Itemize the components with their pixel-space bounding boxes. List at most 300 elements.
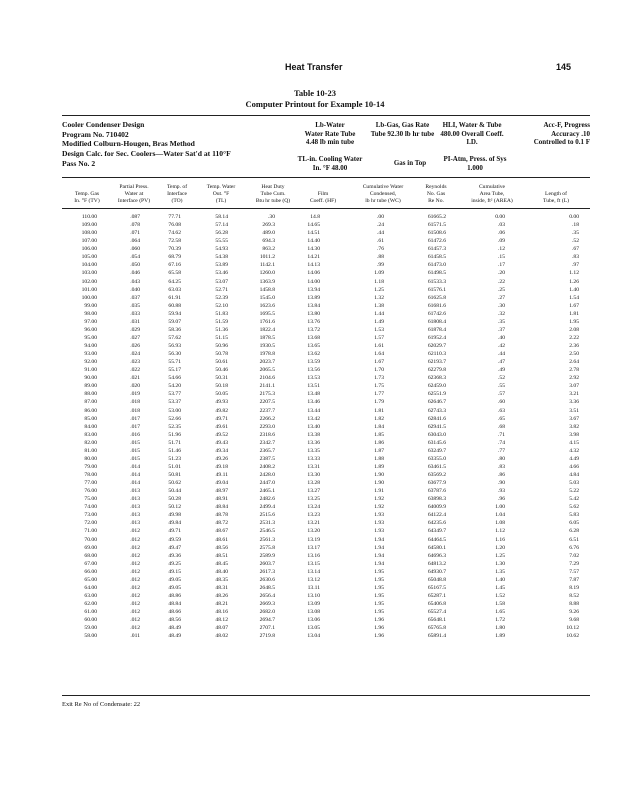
running-header bbox=[0, 62, 630, 76]
table-cell: 1.90 bbox=[374, 480, 384, 487]
table-cell: 13.23 bbox=[307, 512, 320, 519]
hli-id: I.D. bbox=[466, 138, 478, 146]
table-cell: 14.51 bbox=[307, 230, 320, 237]
table-cell: 2.50 bbox=[569, 351, 579, 358]
table-row bbox=[0, 229, 630, 237]
table-cell: 1.30 bbox=[495, 560, 505, 567]
table-cell: 2499.4 bbox=[259, 504, 275, 511]
table-row bbox=[0, 221, 630, 229]
table-cell: .74 bbox=[498, 439, 505, 446]
table-cell: 1.04 bbox=[495, 512, 505, 519]
table-cell: 2719.8 bbox=[259, 633, 275, 640]
table-cell: 1.73 bbox=[374, 375, 384, 382]
table-cell: 13.19 bbox=[307, 536, 320, 543]
table-cell: 61665.2 bbox=[427, 214, 446, 220]
table-cell: 60.00 bbox=[84, 617, 97, 624]
table-cell: 49.93 bbox=[215, 399, 228, 406]
exit-note: Exit Re No of Condensate: 22 bbox=[62, 701, 141, 708]
water-rate-sublabel: Water Rate Tube bbox=[304, 129, 356, 138]
table-cell: .83 bbox=[572, 254, 579, 261]
table-cell: .60 bbox=[498, 399, 505, 406]
table-cell: .015 bbox=[130, 447, 140, 454]
table-cell: 13.80 bbox=[307, 310, 320, 317]
table-cell: 48.91 bbox=[215, 496, 228, 503]
table-cell: 50.05 bbox=[215, 391, 228, 398]
progress-label: Acc-F, Progress bbox=[543, 121, 590, 129]
table-cell: 48.21 bbox=[215, 601, 228, 607]
table-cell: 52.10 bbox=[215, 302, 228, 309]
table-cell: 110.00 bbox=[81, 214, 97, 220]
table-cell: 49.05 bbox=[168, 584, 181, 591]
table-cell: 1.81 bbox=[374, 407, 384, 414]
table-cell: 2465.1 bbox=[259, 488, 275, 495]
info-rule bbox=[62, 177, 590, 178]
table-row bbox=[0, 358, 630, 366]
table-cell: 13.56 bbox=[307, 367, 320, 374]
table-cell: 58.00 bbox=[84, 633, 97, 640]
table-cell: 65.58 bbox=[168, 270, 181, 277]
table-row bbox=[0, 568, 630, 576]
water-rate-value: 4.48 lb min tube bbox=[305, 138, 355, 146]
table-cell: 1.95 bbox=[374, 609, 384, 616]
table-cell: .93 bbox=[498, 488, 505, 495]
table-cell: 99.00 bbox=[84, 302, 97, 309]
table-cell: 1.45 bbox=[495, 584, 505, 591]
table-cell: .012 bbox=[130, 528, 140, 535]
table-cell: 51.23 bbox=[168, 455, 181, 462]
table-cell: .17 bbox=[498, 262, 505, 269]
table-cell: 90.00 bbox=[84, 375, 97, 382]
col-header-cum-water: Cumulative Water Condensed, lb hr tube (WC) bbox=[362, 184, 404, 204]
table-cell: 1.92 bbox=[374, 504, 384, 511]
table-cell: 48.02 bbox=[215, 633, 228, 640]
table-cell: 49.61 bbox=[215, 423, 228, 430]
table-cell: .49 bbox=[498, 367, 505, 374]
table-row bbox=[0, 479, 630, 487]
table-cell: 102.00 bbox=[81, 278, 97, 285]
table-cell: 2617.3 bbox=[259, 568, 275, 575]
table-row bbox=[0, 334, 630, 342]
table-cell: 65765.8 bbox=[427, 625, 446, 632]
table-cell: 2.36 bbox=[569, 343, 579, 349]
table-cell: 63569.2 bbox=[427, 472, 446, 478]
table-cell: 2630.6 bbox=[259, 576, 275, 583]
table-cell: .012 bbox=[130, 584, 140, 591]
table-cell: 64930.7 bbox=[427, 568, 446, 575]
table-cell: 107.00 bbox=[81, 238, 97, 245]
table-cell: 48.56 bbox=[215, 544, 228, 551]
table-cell: 64235.6 bbox=[427, 520, 446, 527]
table-cell: 87.00 bbox=[84, 399, 97, 406]
table-row bbox=[0, 253, 630, 261]
table-cell: 108.00 bbox=[81, 230, 97, 237]
table-cell: 62459.0 bbox=[427, 383, 446, 390]
table-cell: .078 bbox=[130, 222, 140, 229]
table-cell: 1.49 bbox=[374, 318, 384, 325]
table-cell: .020 bbox=[130, 383, 140, 390]
table-cell: .071 bbox=[130, 230, 140, 237]
table-cell: 55.17 bbox=[168, 367, 181, 374]
table-cell: 1.54 bbox=[569, 294, 579, 301]
table-cell: 50.31 bbox=[215, 375, 228, 382]
table-cell: .71 bbox=[498, 431, 505, 438]
table-cell: 1761.6 bbox=[259, 318, 275, 325]
table-cell: 1.72 bbox=[495, 617, 505, 624]
table-cell: 57.62 bbox=[168, 334, 181, 341]
table-cell: 1.93 bbox=[374, 520, 384, 527]
table-cell: 13.84 bbox=[307, 302, 320, 309]
table-cell: 6.51 bbox=[569, 536, 579, 543]
table-cell: 1.94 bbox=[374, 560, 384, 567]
table-row bbox=[0, 398, 630, 406]
table-row bbox=[0, 318, 630, 326]
table-cell: 80.00 bbox=[84, 455, 97, 462]
table-row bbox=[0, 471, 630, 479]
table-row bbox=[0, 342, 630, 350]
running-header-title: Heat Transfer bbox=[285, 62, 343, 72]
table-cell: 58.36 bbox=[168, 326, 181, 333]
table-cell: 1.67 bbox=[569, 302, 579, 309]
table-row bbox=[0, 326, 630, 334]
table-cell: 2141.1 bbox=[259, 383, 275, 390]
table-row bbox=[0, 286, 630, 294]
table-cell: 62551.9 bbox=[427, 391, 446, 398]
table-cell: 75.00 bbox=[84, 496, 97, 503]
col-header-length: Length of Tube, ft (L) bbox=[542, 191, 570, 204]
table-row bbox=[0, 495, 630, 503]
table-cell: 2589.9 bbox=[259, 552, 275, 559]
table-cell: 5.22 bbox=[569, 488, 579, 495]
table-cell: 67.00 bbox=[84, 560, 97, 567]
table-cell: 4.66 bbox=[569, 463, 579, 470]
table-cell: 13.20 bbox=[307, 528, 320, 535]
table-cell: 2318.6 bbox=[259, 431, 275, 438]
table-cell: 1.92 bbox=[374, 496, 384, 503]
table-cell: 13.59 bbox=[307, 359, 320, 366]
table-cell: 63787.6 bbox=[427, 488, 446, 495]
table-cell: 13.08 bbox=[307, 609, 320, 616]
table-cell: 63249.7 bbox=[427, 447, 446, 454]
table-cell: 6.76 bbox=[569, 544, 579, 551]
table-cell: 1.93 bbox=[374, 528, 384, 535]
table-cell: .42 bbox=[498, 343, 505, 349]
table-cell: 1.88 bbox=[374, 455, 384, 462]
table-cell: 13.31 bbox=[307, 463, 320, 470]
table-cell: .012 bbox=[130, 601, 140, 607]
table-cell: .61 bbox=[377, 238, 384, 245]
table-row bbox=[0, 455, 630, 463]
table-cell: 1.77 bbox=[374, 391, 384, 398]
table-cell: 2428.0 bbox=[259, 472, 275, 478]
table-cell: 61576.1 bbox=[427, 286, 446, 293]
table-cell: .20 bbox=[498, 270, 505, 277]
table-cell: .054 bbox=[130, 254, 140, 261]
table-cell: 48.12 bbox=[215, 617, 228, 624]
table-cell: 1.96 bbox=[374, 617, 384, 624]
table-cell: 2365.7 bbox=[259, 447, 275, 454]
table-cell: 71.00 bbox=[84, 528, 97, 535]
table-row bbox=[0, 374, 630, 382]
table-row bbox=[0, 632, 630, 640]
table-cell: 14.21 bbox=[307, 254, 320, 261]
table-cell: 2266.2 bbox=[259, 415, 275, 422]
table-cell: .026 bbox=[130, 343, 140, 349]
table-cell: 13.62 bbox=[307, 351, 320, 358]
table-row bbox=[0, 278, 630, 286]
table-cell: 62646.7 bbox=[427, 399, 446, 406]
table-cell: 1.53 bbox=[374, 326, 384, 333]
table-cell: 48.72 bbox=[215, 520, 228, 527]
table-cell: 13.06 bbox=[307, 617, 320, 624]
table-cell: 76.00 bbox=[84, 488, 97, 495]
table-cell: 3.21 bbox=[569, 391, 579, 398]
table-cell: 50.96 bbox=[215, 343, 228, 349]
table-cell: 49.47 bbox=[168, 544, 181, 551]
table-cell: 49.84 bbox=[168, 520, 181, 527]
table-cell: 53.37 bbox=[168, 399, 181, 406]
table-cell: 51.71 bbox=[168, 439, 181, 446]
table-cell: 51.36 bbox=[215, 326, 228, 333]
table-cell: .013 bbox=[130, 488, 140, 495]
pressure-value: 1.000 bbox=[467, 163, 483, 172]
table-cell: 2.08 bbox=[569, 326, 579, 333]
table-cell: .031 bbox=[130, 318, 140, 325]
table-cell: 1623.6 bbox=[259, 302, 275, 309]
table-cell: .12 bbox=[498, 246, 505, 253]
table-cell: 10.62 bbox=[566, 633, 579, 640]
table-cell: .55 bbox=[498, 383, 505, 390]
table-cell: 48.97 bbox=[215, 488, 228, 495]
table-row bbox=[0, 213, 630, 221]
gas-in-top: Gas in Top bbox=[393, 159, 427, 167]
table-cell: 53.07 bbox=[215, 278, 228, 285]
table-cell: 1.81 bbox=[569, 310, 579, 317]
table-cell: 104.00 bbox=[81, 262, 97, 269]
table-cell: 3.07 bbox=[569, 383, 579, 390]
table-cell: 1.38 bbox=[374, 302, 384, 309]
table-row bbox=[0, 390, 630, 398]
cooling-water-label: TL-in. Cooling Water bbox=[297, 155, 363, 163]
table-cell: 49.36 bbox=[168, 552, 181, 559]
table-cell: 51.83 bbox=[215, 310, 228, 317]
table-row bbox=[0, 592, 630, 600]
table-cell: 61457.3 bbox=[427, 246, 446, 253]
gas-rate-value: Tube 92.30 lb hr tube bbox=[370, 129, 435, 138]
table-row bbox=[0, 431, 630, 439]
table-cell: 1.32 bbox=[374, 294, 384, 301]
table-cell: 2.92 bbox=[569, 375, 579, 382]
table-cell: .30 bbox=[498, 302, 505, 309]
table-cell: 1.91 bbox=[374, 488, 384, 495]
table-cell: 48.84 bbox=[168, 601, 181, 607]
table-cell: 2447.0 bbox=[259, 480, 275, 487]
table-cell: 62941.5 bbox=[427, 423, 446, 430]
table-cell: 68.00 bbox=[84, 552, 97, 559]
table-cell: 61533.3 bbox=[427, 278, 446, 285]
table-cell: 1.67 bbox=[374, 359, 384, 366]
table-cell: 98.00 bbox=[84, 310, 97, 317]
table-cell: 52.71 bbox=[215, 286, 228, 293]
table-cell: 269.3 bbox=[262, 222, 275, 229]
table-row bbox=[0, 552, 630, 560]
table-cell: .22 bbox=[498, 278, 505, 285]
table-row bbox=[0, 439, 630, 447]
table-cell: 61878.4 bbox=[427, 326, 446, 333]
table-cell: 66.00 bbox=[84, 568, 97, 575]
table-cell: 48.56 bbox=[168, 617, 181, 624]
table-cell: 1.75 bbox=[374, 383, 384, 390]
table-cell: 1.80 bbox=[495, 625, 505, 632]
table-cell: 86.00 bbox=[84, 407, 97, 414]
table-row bbox=[0, 269, 630, 277]
table-row bbox=[0, 511, 630, 519]
table-cell: 65048.8 bbox=[427, 576, 446, 583]
table-cell: 0.00 bbox=[569, 214, 579, 220]
table-cell: 13.11 bbox=[307, 584, 320, 591]
table-cell: 2175.3 bbox=[259, 391, 275, 398]
table-cell: .37 bbox=[498, 326, 505, 333]
table-cell: 1011.2 bbox=[259, 254, 275, 261]
col-header-partial-press: Partial Press. Water at Interface (PV) bbox=[117, 184, 151, 204]
table-cell: 13.51 bbox=[307, 383, 320, 390]
table-cell: 48.07 bbox=[215, 625, 228, 632]
table-row bbox=[0, 310, 630, 318]
table-cell: 1.12 bbox=[569, 270, 579, 277]
table-cell: 1.94 bbox=[374, 544, 384, 551]
table-cell: 1.65 bbox=[495, 609, 505, 616]
table-cell: 13.30 bbox=[307, 472, 320, 478]
table-cell: 13.42 bbox=[307, 415, 320, 422]
table-cell: 4.84 bbox=[569, 472, 579, 478]
table-cell: 1822.4 bbox=[259, 326, 275, 333]
table-cell: 13.14 bbox=[307, 568, 320, 575]
table-cell: 2293.0 bbox=[259, 423, 275, 430]
table-cell: 1.25 bbox=[374, 286, 384, 293]
table-cell: 14.65 bbox=[307, 222, 320, 229]
table-cell: 1695.5 bbox=[259, 310, 275, 317]
table-cell: 2531.3 bbox=[259, 520, 275, 527]
table-cell: 51.59 bbox=[215, 318, 228, 325]
table-cell: 61625.8 bbox=[427, 294, 446, 301]
table-cell: 1363.9 bbox=[259, 278, 275, 285]
table-cell: 48.49 bbox=[168, 633, 181, 640]
table-cell: 489.0 bbox=[262, 230, 275, 237]
cooling-water-value: In. °F 48.00 bbox=[312, 163, 348, 172]
table-cell: 54.66 bbox=[168, 375, 181, 382]
table-cell: 51.96 bbox=[168, 431, 181, 438]
table-row bbox=[0, 350, 630, 358]
table-cell: 2237.7 bbox=[259, 407, 275, 414]
table-cell: 63.00 bbox=[84, 592, 97, 599]
table-cell: .037 bbox=[130, 294, 140, 301]
table-cell: 8.19 bbox=[569, 584, 579, 591]
table-cell: 13.76 bbox=[307, 318, 320, 325]
table-cell: 13.48 bbox=[307, 391, 320, 398]
table-cell: 0.00 bbox=[495, 214, 505, 220]
table-cell: 70.39 bbox=[168, 246, 181, 253]
table-cell: 52.66 bbox=[168, 415, 181, 422]
table-cell: 48.51 bbox=[215, 552, 228, 559]
table-cell: 49.59 bbox=[168, 536, 181, 543]
table-cell: 1142.1 bbox=[259, 262, 275, 269]
table-cell: 13.21 bbox=[307, 520, 320, 527]
table-cell: .27 bbox=[498, 294, 505, 301]
table-cell: .09 bbox=[498, 238, 505, 245]
table-cell: 2482.6 bbox=[259, 496, 275, 503]
table-cell: 50.18 bbox=[215, 383, 228, 390]
table-cell: 5.03 bbox=[569, 480, 579, 487]
table-row bbox=[0, 407, 630, 415]
table-cell: .83 bbox=[498, 463, 505, 470]
table-cell: 3.82 bbox=[569, 423, 579, 430]
table-cell: .040 bbox=[130, 286, 140, 293]
col-header-temp-gas: Temp. Gas In. °F (TV) bbox=[74, 191, 100, 204]
table-cell: .76 bbox=[377, 246, 384, 253]
table-cell: 13.46 bbox=[307, 399, 320, 406]
table-cell: .18 bbox=[572, 222, 579, 229]
table-cell: 62368.3 bbox=[427, 375, 446, 382]
table-cell: .043 bbox=[130, 278, 140, 285]
table-cell: .087 bbox=[130, 214, 140, 220]
table-cell: 13.10 bbox=[307, 592, 320, 599]
table-cell: 65.00 bbox=[84, 576, 97, 583]
table-cell: 56.30 bbox=[168, 351, 181, 358]
table-cell: 63355.0 bbox=[427, 455, 446, 462]
table-cell: 49.34 bbox=[215, 447, 228, 454]
table-cell: .52 bbox=[498, 375, 505, 382]
table-cell: 13.36 bbox=[307, 439, 320, 446]
table-cell: 65287.1 bbox=[427, 592, 446, 599]
table-cell: 2023.7 bbox=[259, 359, 275, 366]
program-info bbox=[62, 120, 231, 169]
table-cell: 1.95 bbox=[374, 592, 384, 599]
table-cell: 3.67 bbox=[569, 415, 579, 422]
design-calc: Design Calc. for Sec. Coolers—Water Sat'd at 110°F bbox=[62, 149, 231, 159]
table-cell: 13.35 bbox=[307, 447, 320, 454]
table-cell: .014 bbox=[130, 480, 140, 487]
table-cell: 1.64 bbox=[374, 351, 384, 358]
table-cell: .018 bbox=[130, 399, 140, 406]
table-cell: .24 bbox=[377, 222, 384, 229]
table-cell: .06 bbox=[498, 230, 505, 237]
table-cell: 56.28 bbox=[215, 230, 228, 237]
table-cell: .65 bbox=[498, 415, 505, 422]
table-cell: 7.02 bbox=[569, 552, 579, 559]
table-cell: 103.00 bbox=[81, 270, 97, 277]
table-cell: 65527.4 bbox=[427, 609, 446, 616]
table-cell: 13.16 bbox=[307, 552, 320, 559]
table-cell: 50.81 bbox=[168, 472, 181, 478]
header-rule bbox=[62, 208, 590, 209]
table-cell: .67 bbox=[572, 246, 579, 253]
table-cell: 2408.2 bbox=[259, 463, 275, 470]
table-cell: .77 bbox=[498, 447, 505, 454]
table-cell: 2707.1 bbox=[259, 625, 275, 632]
table-cell: 48.26 bbox=[215, 592, 228, 599]
table-cell: .029 bbox=[130, 326, 140, 333]
table-cell: 59.07 bbox=[168, 318, 181, 325]
table-cell: 53.46 bbox=[215, 270, 228, 277]
table-cell: 52.35 bbox=[168, 423, 181, 430]
table-cell: 1.95 bbox=[374, 576, 384, 583]
table-cell: .021 bbox=[130, 375, 140, 382]
design-title: Cooler Condenser Design bbox=[62, 120, 145, 129]
table-cell: 53.00 bbox=[168, 407, 181, 414]
table-cell: 62.00 bbox=[84, 601, 97, 607]
table-cell: 70.00 bbox=[84, 536, 97, 543]
table-cell: 13.65 bbox=[307, 343, 320, 349]
table-cell: 49.52 bbox=[215, 431, 228, 438]
